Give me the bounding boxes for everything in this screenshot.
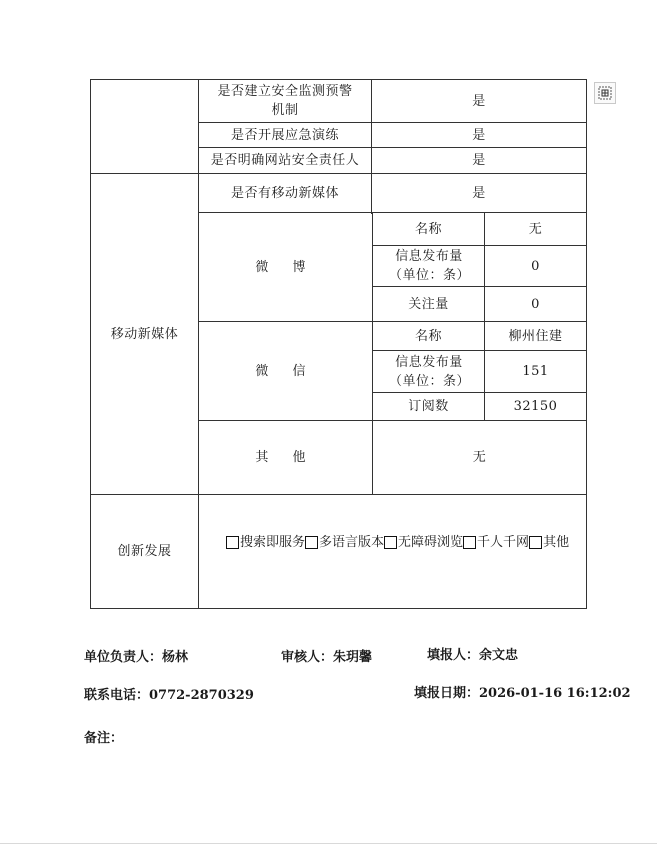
contact-phone: 联系电话：0772-2870329 [84, 688, 254, 703]
responsible-label: 是否明确网站安全责任人 [210, 153, 360, 168]
has-media-label: 是否有移动新媒体 [230, 185, 339, 201]
option-label: 无障碍浏览 [398, 535, 464, 550]
remarks: 备注： [84, 731, 124, 746]
wechat-name-label: 名称 [414, 328, 442, 344]
monitoring-label: 是否建立安全监测预警机制 [217, 84, 353, 118]
page-bottom-rule [0, 843, 657, 844]
weibo-label: 微 博 [255, 259, 316, 275]
wechat-posts-label: 信息发布量（单位：条） [389, 354, 471, 389]
reviewer: 审核人：朱玥馨 [281, 650, 373, 665]
option-label: 千人千网 [477, 535, 530, 550]
fill-date: 填报日期：2026-01-16 16:12:02 [414, 686, 631, 701]
wechat-posts-value: 151 [522, 364, 549, 379]
weibo-name-label: 名称 [414, 221, 442, 237]
option-label: 多语言版本 [319, 535, 385, 550]
weibo-followers-label: 关注量 [408, 296, 449, 312]
has-media-value: 是 [472, 185, 486, 201]
wechat-subs-value: 32150 [513, 399, 558, 414]
weibo-followers-value: 0 [531, 296, 540, 312]
wechat-name-value: 柳州住建 [508, 328, 563, 344]
checkbox[interactable] [226, 536, 239, 549]
innovation-label: 创新发展 [117, 544, 172, 559]
other-value: 无 [472, 450, 487, 465]
unit-head: 单位负责人：杨林 [84, 650, 189, 665]
option-label: 其他 [543, 535, 570, 550]
drill-label: 是否开展应急演练 [230, 127, 339, 143]
drill-value: 是 [472, 127, 486, 143]
checkbox[interactable] [529, 536, 542, 549]
weibo-name-value: 无 [528, 221, 543, 237]
checkbox[interactable] [305, 536, 318, 549]
other-label: 其 他 [255, 450, 316, 465]
responsible-value: 是 [472, 153, 486, 168]
filler: 填报人：余文忠 [427, 648, 519, 663]
innovation-options [199, 495, 586, 590]
checkbox[interactable] [384, 536, 397, 549]
weibo-posts-label: 信息发布量（单位：条） [389, 249, 471, 283]
mobile-media-section-label: 移动新媒体 [110, 326, 179, 342]
weibo-posts-value: 0 [531, 258, 540, 274]
checkbox[interactable] [463, 536, 476, 549]
option-label: 搜索即服务 [240, 535, 306, 550]
wechat-label: 微 信 [255, 363, 316, 379]
monitoring-value: 是 [472, 93, 486, 109]
wechat-subs-label: 订阅数 [408, 399, 449, 414]
